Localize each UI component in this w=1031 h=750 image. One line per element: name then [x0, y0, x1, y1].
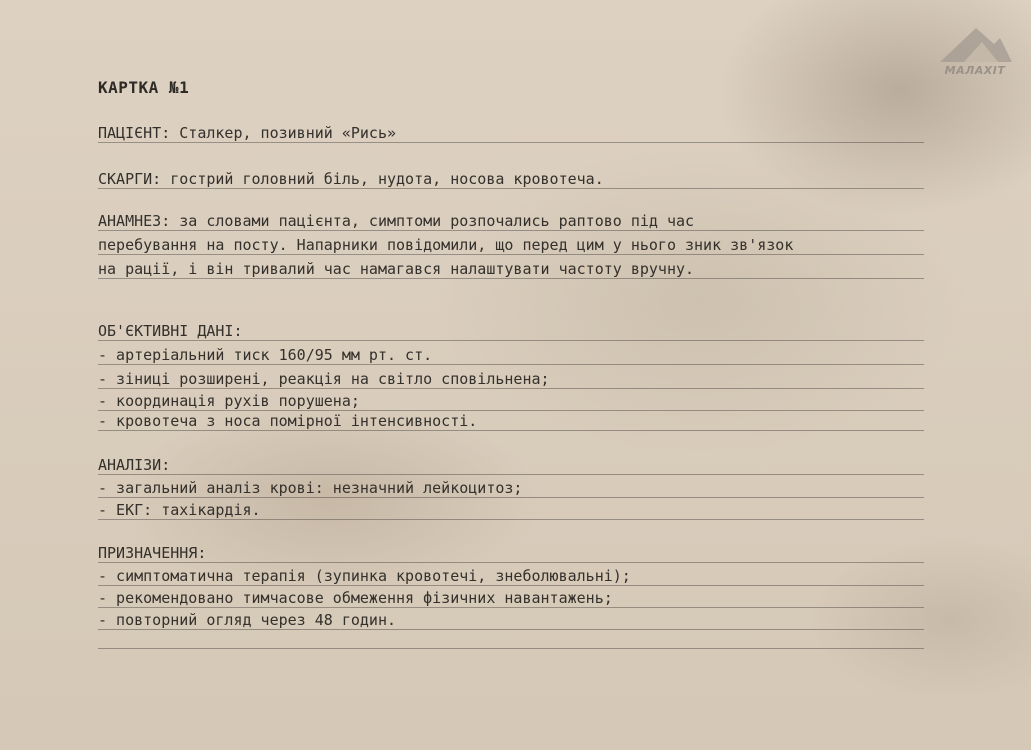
complaints-value: гострий головний біль, нудота, носова кровотеча.	[161, 170, 604, 188]
analyses-title-line	[98, 456, 924, 475]
analyses-item	[98, 501, 924, 520]
prescriptions-label: ПРИЗНАЧЕННЯ:	[98, 544, 207, 562]
anamnesis-label: АНАМНЕЗ:	[98, 212, 171, 230]
patient-value: Сталкер, позивний «Рись»	[170, 124, 397, 142]
card-title: КАРТКА №1	[98, 78, 190, 97]
anamnesis-line-1	[98, 212, 924, 231]
prescriptions-item	[98, 567, 924, 586]
malakhit-logo	[936, 22, 1014, 78]
objective-item	[98, 370, 924, 389]
prescriptions-item-text: - симптоматична терапія (зупинка кровотечі, знеболювальні);	[98, 567, 631, 585]
objective-label: ОБ'ЄКТИВНІ ДАНІ:	[98, 322, 243, 340]
analyses-item-text: - загальний аналіз крові: незначний лейкоцитоз;	[98, 479, 523, 497]
prescriptions-item-text: - повторний огляд через 48 годин.	[98, 611, 397, 629]
anamnesis-line-2	[98, 236, 924, 255]
complaints-label: СКАРГИ:	[98, 170, 162, 188]
prescriptions-item-text: - рекомендовано тимчасове обмеження фізичних навантажень;	[98, 589, 613, 607]
analyses-item-text: - ЕКГ: тахікардія.	[98, 501, 261, 519]
anamnesis-text-1: за словами пацієнта, симптоми розпочались раптово під час	[170, 212, 695, 230]
anamnesis-line-3	[98, 260, 924, 279]
complaints-line	[98, 170, 924, 189]
objective-title-line	[98, 322, 924, 341]
objective-item	[98, 346, 924, 365]
mountain-logo-icon	[936, 22, 1014, 66]
anamnesis-text-3: на рації, і він тривалий час намагався налаштувати частоту вручну.	[98, 260, 695, 278]
objective-item-text: - зіниці розширені, реакція на світло сповільнена;	[98, 370, 550, 388]
empty-ruled-line	[98, 630, 924, 649]
anamnesis-text-2: перебування на посту. Напарники повідомили, що перед цим у нього зник зв'язок	[98, 236, 794, 254]
analyses-label: АНАЛІЗИ:	[98, 456, 171, 474]
objective-item-text: - артеріальний тиск 160/95 мм рт. ст.	[98, 346, 433, 364]
objective-item-text: - координація рухів порушена;	[98, 392, 360, 410]
patient-label: ПАЦІЄНТ:	[98, 124, 171, 142]
prescriptions-item	[98, 611, 924, 630]
objective-item	[98, 412, 924, 431]
analyses-item	[98, 479, 924, 498]
prescriptions-title-line	[98, 544, 924, 563]
logo-text: МАЛАХІТ	[944, 64, 1006, 77]
prescriptions-item	[98, 589, 924, 608]
objective-item	[98, 392, 924, 411]
objective-item-text: - кровотеча з носа помірної інтенсивності.	[98, 412, 478, 430]
patient-line	[98, 124, 924, 143]
